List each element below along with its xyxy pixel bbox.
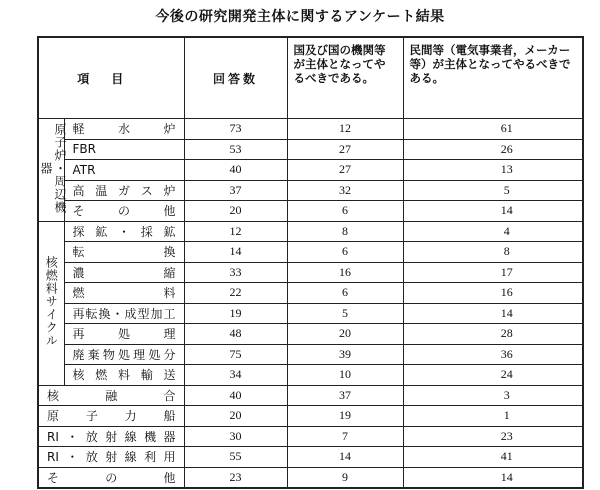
gov-cell: 39	[287, 344, 403, 365]
item-label: 高温ガス炉	[64, 180, 184, 201]
table-row	[38, 201, 583, 222]
count-cell: 30	[184, 426, 287, 447]
private-cell: 26	[403, 139, 583, 160]
private-cell: 24	[403, 365, 583, 386]
count-cell: 20	[184, 406, 287, 427]
item-label: その他	[38, 467, 184, 488]
table-row	[38, 303, 583, 324]
gov-cell: 19	[287, 406, 403, 427]
header-count: 回答数	[184, 37, 287, 119]
group-label	[38, 221, 64, 385]
private-cell: 41	[403, 447, 583, 468]
item-label: 廃棄物処理処分	[64, 344, 184, 365]
header-item: 項目	[38, 37, 184, 119]
table-row	[38, 467, 583, 488]
count-cell: 34	[184, 365, 287, 386]
private-cell: 13	[403, 160, 583, 181]
item-label: RI・放射線機器	[38, 426, 184, 447]
gov-cell: 20	[287, 324, 403, 345]
count-cell: 40	[184, 160, 287, 181]
private-cell: 14	[403, 201, 583, 222]
private-cell: 61	[403, 119, 583, 140]
gov-cell: 37	[287, 385, 403, 406]
item-label: その他	[64, 201, 184, 222]
gov-cell: 5	[287, 303, 403, 324]
table-row	[38, 344, 583, 365]
group-name: 原子炉・周辺機器	[39, 122, 67, 214]
count-cell: 12	[184, 221, 287, 242]
count-cell: 22	[184, 283, 287, 304]
table-row	[38, 242, 583, 263]
gov-cell: 10	[287, 365, 403, 386]
item-label: FBR	[64, 139, 184, 160]
item-label: 転換	[64, 242, 184, 263]
gov-cell: 32	[287, 180, 403, 201]
item-label: 探鉱・採鉱	[64, 221, 184, 242]
item-label: 原子力船	[38, 406, 184, 427]
table-row	[38, 180, 583, 201]
table-row	[38, 139, 583, 160]
gov-cell: 9	[287, 467, 403, 488]
table-row	[38, 221, 583, 242]
gov-cell: 12	[287, 119, 403, 140]
count-cell: 75	[184, 344, 287, 365]
private-cell: 3	[403, 385, 583, 406]
gov-cell: 14	[287, 447, 403, 468]
gov-cell: 6	[287, 242, 403, 263]
table-row	[38, 385, 583, 406]
count-cell: 55	[184, 447, 287, 468]
gov-cell: 7	[287, 426, 403, 447]
page-title: 今後の研究開発主体に関するアンケート結果	[155, 9, 445, 25]
item-label: 燃料	[64, 283, 184, 304]
gov-cell: 6	[287, 201, 403, 222]
table-row	[38, 262, 583, 283]
header-private: 民間等（電気事業者，メーカー等）が主体となってやるべきである。	[403, 37, 583, 119]
private-cell: 14	[403, 467, 583, 488]
item-label: 軽水炉	[64, 119, 184, 140]
private-cell: 16	[403, 283, 583, 304]
item-label: 再転換・成型加工	[64, 303, 184, 324]
private-cell: 28	[403, 324, 583, 345]
count-cell: 53	[184, 139, 287, 160]
count-cell: 23	[184, 467, 287, 488]
table-row	[38, 324, 583, 345]
item-label: 核燃料輸送	[64, 365, 184, 386]
count-cell: 73	[184, 119, 287, 140]
count-cell: 37	[184, 180, 287, 201]
table-body	[38, 119, 583, 489]
table-row	[38, 406, 583, 427]
count-cell: 14	[184, 242, 287, 263]
private-cell: 1	[403, 406, 583, 427]
private-cell: 14	[403, 303, 583, 324]
count-cell: 33	[184, 262, 287, 283]
gov-cell: 27	[287, 160, 403, 181]
count-cell: 40	[184, 385, 287, 406]
private-cell: 4	[403, 221, 583, 242]
gov-cell: 8	[287, 221, 403, 242]
table-row	[38, 160, 583, 181]
private-cell: 36	[403, 344, 583, 365]
group-label	[38, 119, 67, 222]
item-label: 濃縮	[64, 262, 184, 283]
private-cell: 8	[403, 242, 583, 263]
gov-cell: 6	[287, 283, 403, 304]
group-name: 核燃料サイクル	[44, 256, 59, 347]
count-cell: 20	[184, 201, 287, 222]
gov-cell: 27	[287, 139, 403, 160]
header-gov: 国及び国の機関等が主体となってやるべきである。	[287, 37, 403, 119]
item-label: ATR	[64, 160, 184, 181]
survey-table	[37, 36, 584, 489]
table-row	[38, 447, 583, 468]
private-cell: 5	[403, 180, 583, 201]
count-cell: 48	[184, 324, 287, 345]
table-row	[38, 283, 583, 304]
private-cell: 23	[403, 426, 583, 447]
table-row	[38, 426, 583, 447]
gov-cell: 16	[287, 262, 403, 283]
private-cell: 17	[403, 262, 583, 283]
item-label: RI・放射線利用	[38, 447, 184, 468]
table-row	[38, 365, 583, 386]
count-cell: 19	[184, 303, 287, 324]
item-label: 再処理	[64, 324, 184, 345]
item-label: 核融合	[38, 385, 184, 406]
table-row	[38, 119, 583, 140]
